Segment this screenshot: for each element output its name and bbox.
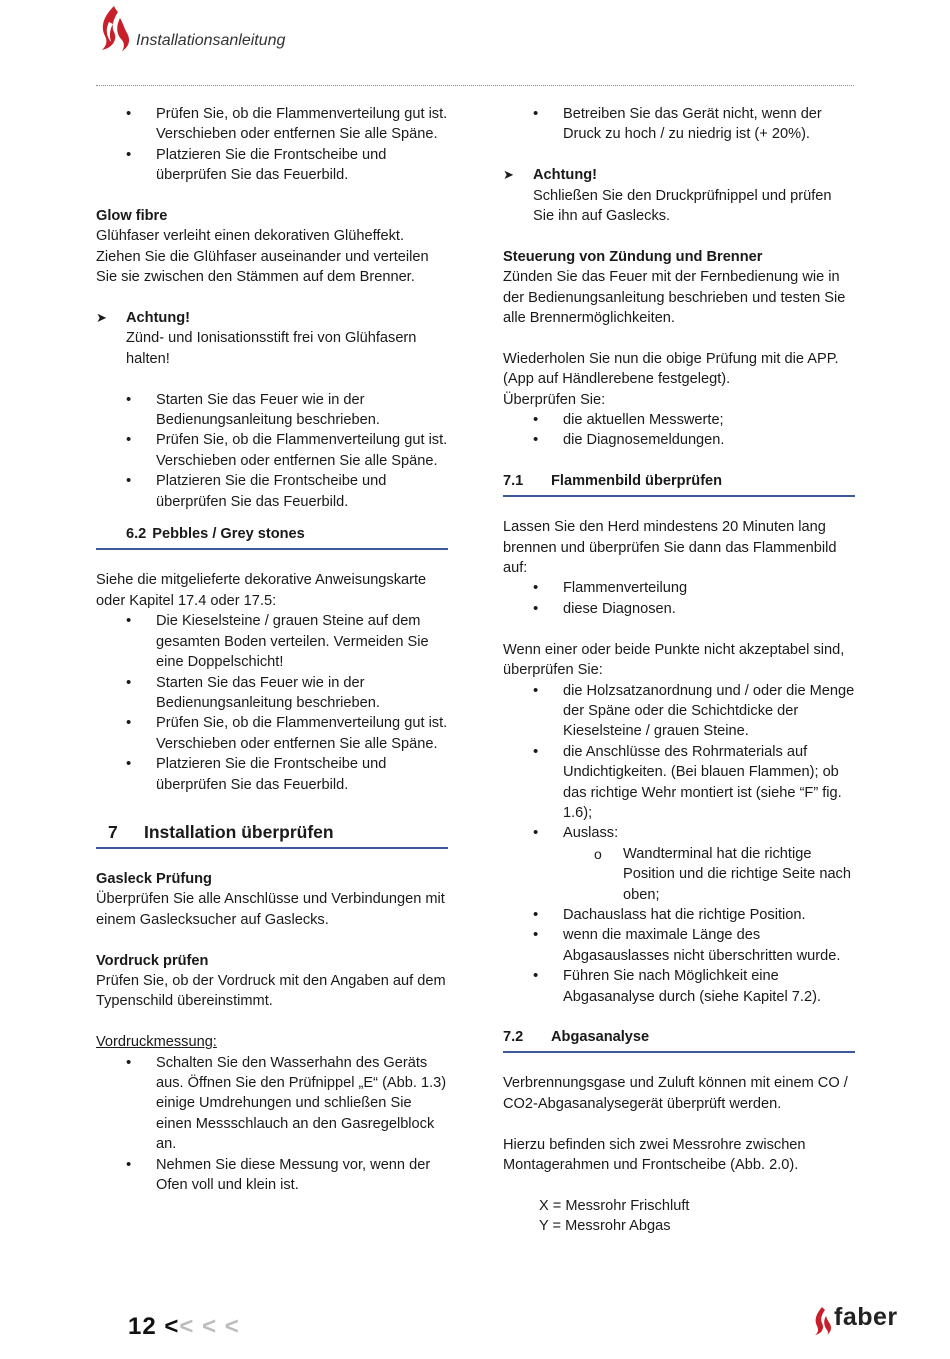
page-number: 12 << < < <box>128 1313 240 1340</box>
y-line: Y = Messrohr Abgas <box>539 1218 671 1235</box>
warning-text: Schließen Sie den Druckprüfnippel und prüfen Sie ihn auf Gaslecks. <box>533 187 832 225</box>
list-item: • Starten Sie das Feuer wie in der Bedienungsanleitung beschrieben. <box>96 390 448 431</box>
list-item: • Flammenverteilung <box>503 578 855 598</box>
gasleck-text: Überprüfen Sie alle Anschlüsse und Verbindungen mit einem Gaslecksucher auf Gaslecks. <box>96 891 445 928</box>
warning-title: Achtung! <box>533 167 598 184</box>
app-bullet-list <box>503 410 855 451</box>
wenn-text: Wenn einer oder beide Punkte nicht akzeptabel sind, überprüfen Sie: <box>503 641 845 679</box>
top-bullet-list <box>96 104 448 186</box>
abgas-text-1: Verbrennungsgase und Zuluft können mit einem CO / CO2-Abgasanalysegerät überprüft werden. <box>503 1075 848 1112</box>
list-item: • Dachauslass hat die richtige Position. <box>503 905 855 925</box>
list-item: • Betreiben Sie das Gerät nicht, wenn der Druck zu hoch / zu niedrig ist (+ 20%). <box>503 104 855 145</box>
vordruckmessung-heading: Vordruckmessung: <box>96 1034 217 1051</box>
abgas-text-2: Hierzu befinden sich zwei Messrohre zwischen Montagerahmen und Frontscheibe (Abb. 2.0). <box>503 1136 806 1174</box>
list-item: • Starten Sie das Feuer wie in der Bedienungsanleitung beschrieben. <box>96 673 448 714</box>
section-heading-7: 7 Installation überprüfen <box>96 817 448 849</box>
back-arrow-icon: < <box>202 1313 218 1340</box>
check-bullet-list <box>503 681 855 844</box>
list-item: • Prüfen Sie, ob die Flammenverteilung gut ist. Verschieben oder entfernen Sie alle Späne. <box>96 104 448 145</box>
messung-bullet-list <box>96 1053 448 1196</box>
section-heading-7-2: 7.2 Abgasanalyse <box>503 1027 855 1053</box>
x-line: X = Messrohr Frischluft <box>539 1197 690 1214</box>
warning-block <box>503 165 855 226</box>
warning-title: Achtung! <box>126 310 191 327</box>
page-header <box>96 0 856 90</box>
list-item: • die Holzsatzanordnung und / oder die Menge der Späne oder die Schichtdicke der Kieselsteine / grauen Steine. <box>503 681 855 742</box>
sub-bullet-list <box>503 844 855 905</box>
list-item: • die Anschlüsse des Rohrmaterials auf Undichtigkeiten. (Bei blauen Flammen); ob das richtige Wehr montiert ist (siehe “F” fig. 1.6); <box>503 742 855 824</box>
wiederholen-text: Wiederholen Sie nun die obige Prüfung mit die APP. (App auf Händlerebene festgelegt). <box>503 350 839 388</box>
faber-logo <box>812 1304 912 1340</box>
list-item: • Die Kieselsteine / grauen Steine auf dem gesamten Boden verteilen. Vermeiden Sie eine Doppelschicht! <box>96 611 448 672</box>
steuerung-heading: Steuerung von Zündung und Brenner <box>503 248 763 265</box>
list-item: • die Diagnosemeldungen. <box>503 430 855 450</box>
pruefen-label: Überprüfen Sie: <box>503 391 606 408</box>
list-item: • Platzieren Sie die Frontscheibe und überprüfen Sie das Feuerbild. <box>96 145 448 186</box>
left-column <box>96 104 448 1195</box>
list-item: • diese Diagnosen. <box>503 599 855 619</box>
right-column <box>503 104 855 1237</box>
faber-flame-icon <box>812 1306 832 1336</box>
sub-list-item: o Wandterminal hat die richtige Position und die richtige Seite nach oben; <box>503 844 855 905</box>
vordruck-text: Prüfen Sie, ob der Vordruck mit den Angaben auf dem Typenschild übereinstimmt. <box>96 972 446 1010</box>
check-bullet-list-2 <box>503 905 855 1007</box>
list-item: • Schalten Sie den Wasserhahn des Geräts aus. Öffnen Sie den Prüfnippel „E“ (Abb. 1.3) einige Umdrehungen und schließen Sie einen Messschlauch an den Gasregelblock an. <box>96 1053 448 1155</box>
list-item: • Platzieren Sie die Frontscheibe und überprüfen Sie das Feuerbild. <box>96 754 448 795</box>
arrow-right-icon: ➤ <box>96 310 107 326</box>
pebbles-bullet-list <box>96 611 448 795</box>
list-item: • wenn die maximale Länge des Abgasauslasses nicht überschritten wurde. <box>503 925 855 966</box>
pressure-bullet-list <box>503 104 855 145</box>
list-item: • Prüfen Sie, ob die Flammenverteilung gut ist. Verschieben oder entfernen Sie alle Späne. <box>96 713 448 754</box>
section-heading-6-2: 6.2 Pebbles / Grey stones <box>96 524 448 550</box>
flammenbild-text: Lassen Sie den Herd mindestens 20 Minuten lang brennen und überprüfen Sie dann das Flammenbild auf: <box>503 519 837 577</box>
back-arrow-icon: < <box>164 1313 180 1340</box>
start-bullet-list <box>96 390 448 512</box>
flame-logo-icon <box>96 4 132 52</box>
list-item: • Auslass: <box>503 823 855 843</box>
glow-fibre-heading: Glow fibre <box>96 208 168 225</box>
gasleck-heading: Gasleck Prüfung <box>96 870 212 887</box>
list-item: • Prüfen Sie, ob die Flammenverteilung gut ist. Verschieben oder entfernen Sie alle Späne. <box>96 430 448 471</box>
warning-block <box>96 308 448 369</box>
back-arrow-icon: < <box>179 1313 195 1340</box>
back-arrow-icon: < <box>224 1313 240 1340</box>
list-item: • Platzieren Sie die Frontscheibe und überprüfen Sie das Feuerbild. <box>96 471 448 512</box>
header-divider <box>96 85 854 86</box>
header-title: Installationsanleitung <box>136 32 286 49</box>
list-item: • Führen Sie nach Möglichkeit eine Abgasanalyse durch (siehe Kapitel 7.2). <box>503 966 855 1007</box>
brand-name: faber <box>834 1303 898 1331</box>
flamm-bullet-list <box>503 578 855 619</box>
glow-fibre-text: Glühfaser verleiht einen dekorativen Glüheffekt. Ziehen Sie die Glühfaser auseinander und verteilen Sie sie zwischen den Stämmen auf dem Brenner. <box>96 228 429 286</box>
vordruck-heading: Vordruck prüfen <box>96 952 209 969</box>
list-item: • Nehmen Sie diese Messung vor, wenn der Ofen voll und klein ist. <box>96 1155 448 1196</box>
list-item: • die aktuellen Messwerte; <box>503 410 855 430</box>
pebbles-intro: Siehe die mitgelieferte dekorative Anweisungskarte oder Kapitel 17.4 oder 17.5: <box>96 572 427 609</box>
arrow-right-icon: ➤ <box>503 167 514 183</box>
section-heading-7-1: 7.1 Flammenbild überprüfen <box>503 471 855 497</box>
steuerung-text: Zünden Sie das Feuer mit der Fernbedienung wie in der Bedienungsanleitung beschrieben und testen Sie alle Brennermöglichkeiten. <box>503 269 846 327</box>
warning-text: Zünd- und Ionisationsstift frei von Glühfasern halten! <box>126 330 417 367</box>
